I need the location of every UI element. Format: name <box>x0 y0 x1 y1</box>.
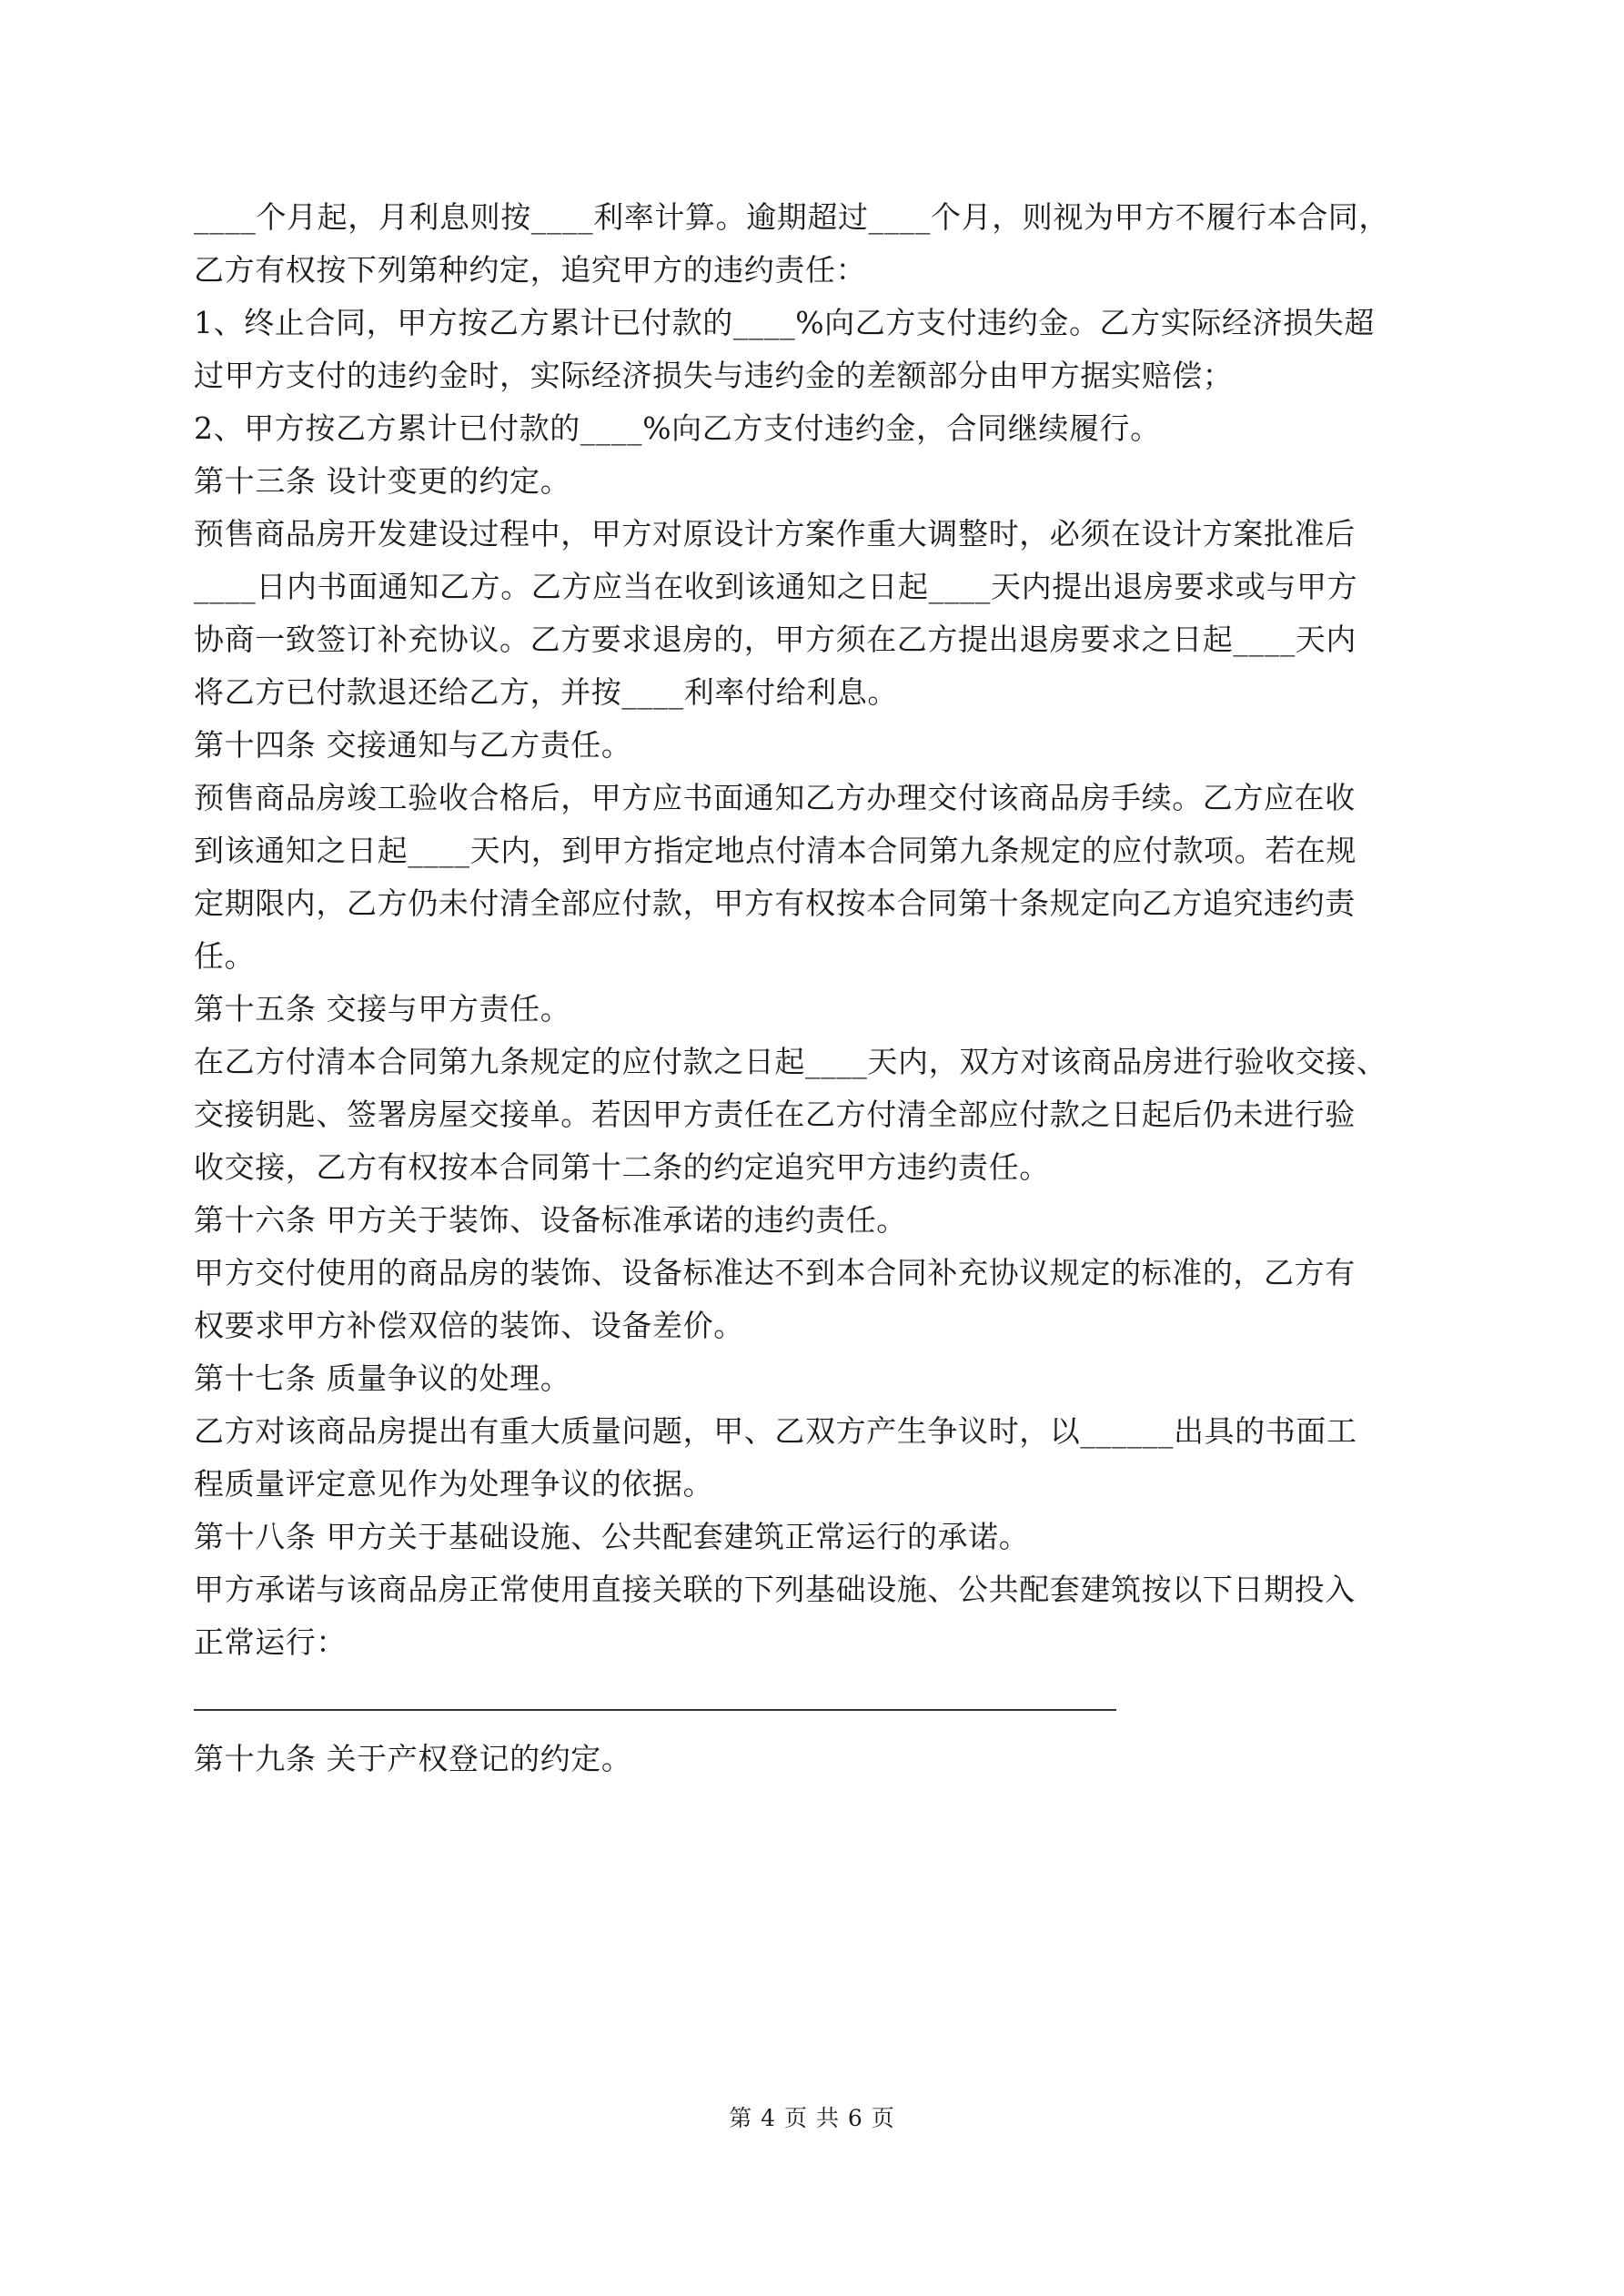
text-line: 乙方对该商品房提出有重大质量问题，甲、乙双方产生争议时，以______出具的书面工 <box>194 1413 1357 1449</box>
text-line: 甲方承诺与该商品房正常使用直接关联的下列基础设施、公共配套建筑按以下日期投入 <box>194 1572 1356 1607</box>
text-line: 将乙方已付款退还给乙方，并按____利率付给利息。 <box>194 674 898 710</box>
page-footer: 第 4 页 共 6 页 <box>729 2105 895 2131</box>
text-line: 收交接，乙方有权按本合同第十二条的约定追究甲方违约责任。 <box>194 1149 1050 1185</box>
article-heading: 第十三条 设计变更的约定。 <box>194 463 571 499</box>
text-line: 程质量评定意见作为处理争议的依据。 <box>194 1466 714 1502</box>
article-heading: 第十四条 交接通知与乙方责任。 <box>194 727 632 763</box>
text-line: ____个月起，月利息则按____利率计算。逾期超过____个月，则视为甲方不履行本合同， <box>194 199 1389 235</box>
text-line: 到该通知之日起____天内，到甲方指定地点付清本合同第九条规定的应付款项。若在规 <box>194 833 1357 868</box>
article-heading: 第十七条 质量争议的处理。 <box>194 1360 571 1396</box>
text-line: ____日内书面通知乙方。乙方应当在收到该通知之日起____天内提出退房要求或与甲方 <box>194 569 1358 604</box>
text-line: 协商一致签订补充协议。乙方要求退房的，甲方须在乙方提出退房要求之日起____天内 <box>194 622 1357 657</box>
text-line: 甲方交付使用的商品房的装饰、设备标准达不到本合同补充协议规定的标准的，乙方有 <box>194 1255 1356 1290</box>
text-line: 交接钥匙、签署房屋交接单。若因甲方责任在乙方付清全部应付款之日起后仍未进行验 <box>194 1097 1356 1132</box>
contract-body <box>194 191 1449 1785</box>
article-heading: 第十六条 甲方关于装饰、设备标准承诺的违约责任。 <box>194 1202 907 1238</box>
contract-lines <box>194 191 1449 1669</box>
text-line: 在乙方付清本合同第九条规定的应付款之日起____天内，双方对该商品房进行验收交接、 <box>194 1044 1387 1079</box>
text-line: 预售商品房开发建设过程中，甲方对原设计方案作重大调整时，必须在设计方案批准后 <box>194 516 1356 551</box>
text-line: 定期限内，乙方仍未付清全部应付款，甲方有权按本合同第十条规定向乙方追究违约责 <box>194 885 1356 921</box>
text-line: 任。 <box>194 938 256 974</box>
text-line: 预售商品房竣工验收合格后，甲方应书面通知乙方办理交付该商品房手续。乙方应在收 <box>194 780 1356 815</box>
article-heading: 第十八条 甲方关于基础设施、公共配套建筑正常运行的承诺。 <box>194 1519 1030 1554</box>
text-line: 乙方有权按下列第种约定，追究甲方的违约责任： <box>194 252 867 288</box>
blank-fill-rule <box>194 1709 1116 1711</box>
text-line: 2、甲方按乙方累计已付款的____%向乙方支付违约金，合同继续履行。 <box>194 410 1161 446</box>
text-line: 过甲方支付的违约金时，实际经济损失与违约金的差额部分由甲方据实赔偿； <box>194 358 1234 393</box>
article-19-heading: 第十九条 关于产权登记的约定。 <box>194 1741 632 1776</box>
article-heading: 第十五条 交接与甲方责任。 <box>194 991 571 1027</box>
text-line: 权要求甲方补偿双倍的装饰、设备差价。 <box>194 1308 744 1343</box>
text-line: 1、终止合同，甲方按乙方累计已付款的____%向乙方支付违约金。乙方实际经济损失超 <box>194 305 1375 340</box>
text-line: 正常运行： <box>194 1624 347 1660</box>
